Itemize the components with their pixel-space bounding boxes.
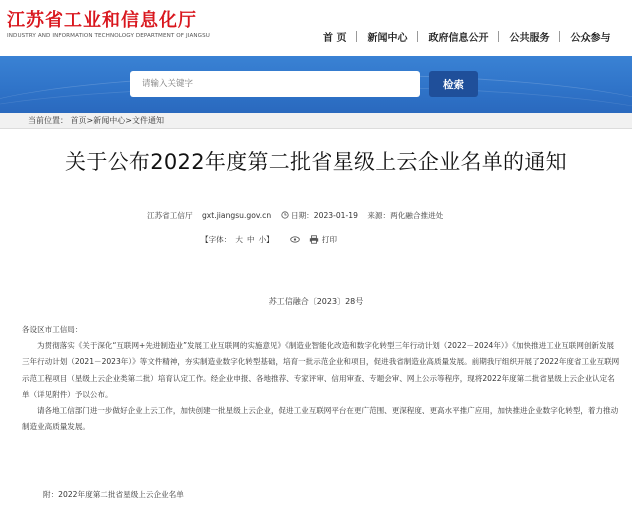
- print-link[interactable]: 打印: [321, 235, 337, 244]
- main-nav: [315, 29, 620, 44]
- font-medium-link[interactable]: 中: [246, 235, 255, 244]
- search-banner: [0, 56, 632, 113]
- breadcrumb-text[interactable]: 当前位置： 首页>新闻中心>文件通知: [28, 116, 164, 125]
- breadcrumb: [0, 113, 632, 129]
- nav-gov-info[interactable]: 政府信息公开: [428, 33, 489, 44]
- site-logo-title[interactable]: 江苏省工业和信息化厅: [7, 10, 197, 31]
- search-input[interactable]: [130, 71, 420, 97]
- eye-icon: [290, 235, 300, 244]
- article-source: 江苏省工信厅: [147, 211, 193, 220]
- site-header: [0, 0, 632, 56]
- article-site: gxt.jiangsu.gov.cn: [201, 211, 272, 220]
- article-title: 关于公布2022年度第二批省星级上云企业名单的通知: [65, 150, 567, 174]
- search-button[interactable]: 检索: [429, 71, 478, 97]
- nav-participation[interactable]: 公众参与: [570, 33, 611, 44]
- nav-news[interactable]: 新闻中心: [367, 33, 408, 44]
- salutation: 各设区市工信局：: [22, 325, 83, 334]
- printer-icon[interactable]: [309, 235, 319, 244]
- paragraph: 请各地工信部门进一步做好企业上云工作，加快创建一批星级上云企业，促进工业互联网平台在更广范围、更深程度、更高水平推广应用，加快推进企业数字化转型，着力推动制造业高质量发展。: [22, 406, 619, 432]
- article-date: 日期：2023-01-19: [291, 211, 358, 220]
- article-meta: [147, 210, 450, 221]
- article-body: [22, 322, 620, 435]
- article-tools: [201, 234, 337, 245]
- article-origin: 来源：两化融合推进处: [367, 211, 444, 220]
- font-large-link[interactable]: 大: [235, 235, 243, 244]
- nav-home[interactable]: 首 页: [323, 33, 347, 44]
- font-small-link[interactable]: 小】: [258, 235, 274, 244]
- clock-icon: [281, 211, 289, 219]
- font-size-label: 【字体：: [201, 235, 232, 244]
- nav-public-service[interactable]: 公共服务: [509, 33, 550, 44]
- paragraph: 为贯彻落实《关于深化“互联网+先进制造业”发展工业互联网的实施意见》《制造业智能化改造和数字化转型三年行动计划（2022－2024年）》《加快推进工业互联网创新发展三年行动计划（2021－2023年）》等文件精神，夯实制造业数字化转型基础，培育一批示范企业和项目，促进我省制造业高质量发展。前期我厅组织开展了2022年度省工业互联网示范工程项目（星级上云企业类第二批）培育认定工作。经企业申报、各地推荐、专家评审、信用审查、专题会审、网上公示等程序，现将2022年度第二批省星级上云企业认定名单（详见附件）予以公布。: [22, 341, 620, 399]
- document-number: 苏工信融合〔2023〕28号: [268, 297, 364, 306]
- site-logo-subtitle: INDUSTRY AND INFORMATION TECHNOLOGY DEPARTMENT OF JIANGSU: [7, 33, 210, 39]
- attachment-link[interactable]: 附：2022年度第二批省星级上云企业名单: [43, 490, 184, 499]
